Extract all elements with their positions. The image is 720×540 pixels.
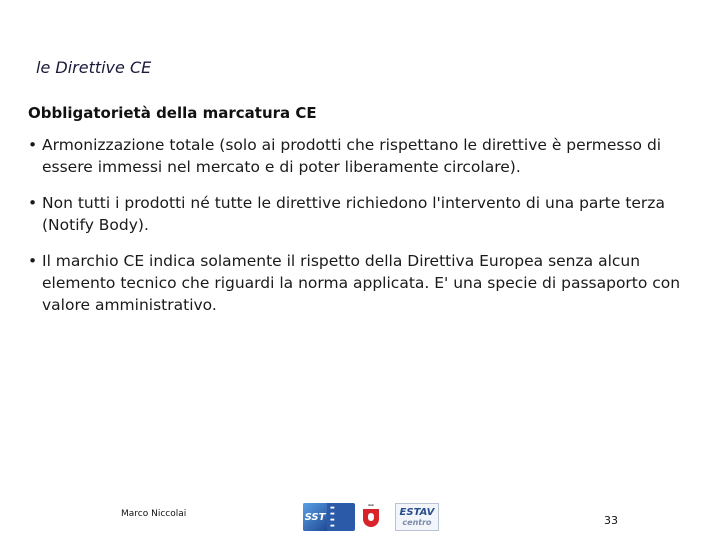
bullet-text: Armonizzazione totale (solo ai prodotti che rispettano le direttive è permesso di essere immessi nel mercato e di poter liberamente circolare). — [42, 136, 662, 176]
bullet-item — [28, 250, 688, 316]
regione-toscana-logo — [359, 503, 383, 531]
estav-logo-sub: centro — [402, 518, 432, 527]
sst-logo-mark: SST — [303, 503, 327, 531]
region-logo-label: ▬▬ — [368, 503, 374, 507]
bullet-marker: • — [28, 136, 38, 154]
bullet-text: Non tutti i prodotti né tutte le direttive richiedono l'intervento di una parte terza (Notify Body). — [42, 194, 665, 234]
bullet-marker: • — [28, 194, 38, 212]
page-number: 33 — [604, 514, 618, 527]
footer-author: Marco Niccolai — [121, 509, 187, 519]
sst-logo — [303, 503, 355, 531]
bullet-marker: • — [28, 252, 38, 270]
estav-centro-logo — [395, 503, 439, 531]
estav-logo-main: ESTAV — [399, 507, 435, 518]
section-title: le Direttive CE — [36, 58, 152, 77]
bullet-item — [28, 192, 688, 236]
sst-logo-lines: ▬ ▬ ▬ ▬ — [330, 505, 335, 529]
slide-heading: Obbligatorietà della marcatura CE — [28, 104, 317, 122]
bullet-text: Il marchio CE indica solamente il rispetto della Direttiva Europea senza alcun elemento tecnico che riguardi la norma applicata. E' una specie di passaporto con valore amministrativo. — [42, 252, 681, 314]
bullet-item — [28, 134, 688, 178]
bullet-list — [28, 134, 688, 330]
region-shield-icon — [363, 509, 379, 527]
